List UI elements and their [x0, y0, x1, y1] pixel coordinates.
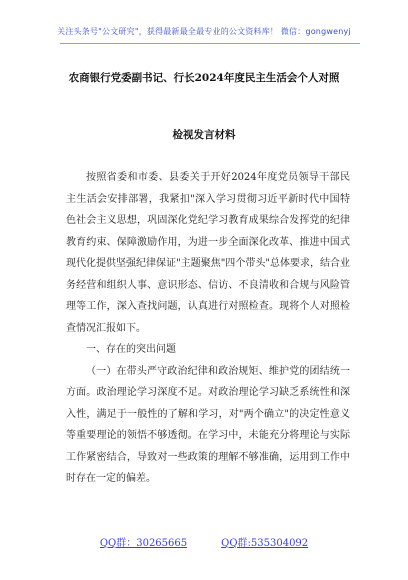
document-body: [66, 167, 350, 490]
footer-qq-group-2[interactable]: QQ群:535304092: [221, 538, 309, 549]
header-banner: 关注头条号"公文研究"，获得最新最全最专业的公文资料库！ 微信：gongwenyj: [57, 27, 351, 36]
footer: [0, 534, 408, 549]
paragraph-section-1: （一）在带头严守政治纪律和政治规矩、维护党的团结统一方面。政治理论学习深度不足。对政治理论学习缺乏系统性和深入性，满足于一般性的了解和学习，对"两个确立"的决定性意义等重要理论的领悟不够透彻。在学习中，未能充分将理论与实际工作紧密结合，导致对一些政策的理解不够准确，运用到工作中时存在一定的偏差。: [66, 365, 350, 484]
document-subtitle: 检视发言材料: [172, 129, 236, 141]
header-divider: [60, 43, 360, 44]
section-heading: 一、存在的突出问题: [86, 344, 176, 355]
paragraph-intro: 按照省委和市委、县委关于开好2024年度党员领导干部民主生活会安排部署，我紧扣"深入学习贯彻习近平新时代中国特色社会主义思想，巩固深化党纪学习教育成果综合发挥党的纪律教育约束、保障激励作用，为进一步全面深化改革、推进中国式现代化提供坚强纪律保证"主题聚焦"四个带头"总体要求，结合业务经营和组织人事、意识形态、信访、不良清收和合规与风险管理等工作，深入查找问题，认真进行对照检查。现将个人对照检查情况汇报如下。: [66, 172, 350, 334]
footer-qq-group-1[interactable]: QQ群：30265665: [99, 538, 188, 549]
document-title: 农商银行党委副书记、行长2024年度民主生活会个人对照: [68, 72, 340, 84]
